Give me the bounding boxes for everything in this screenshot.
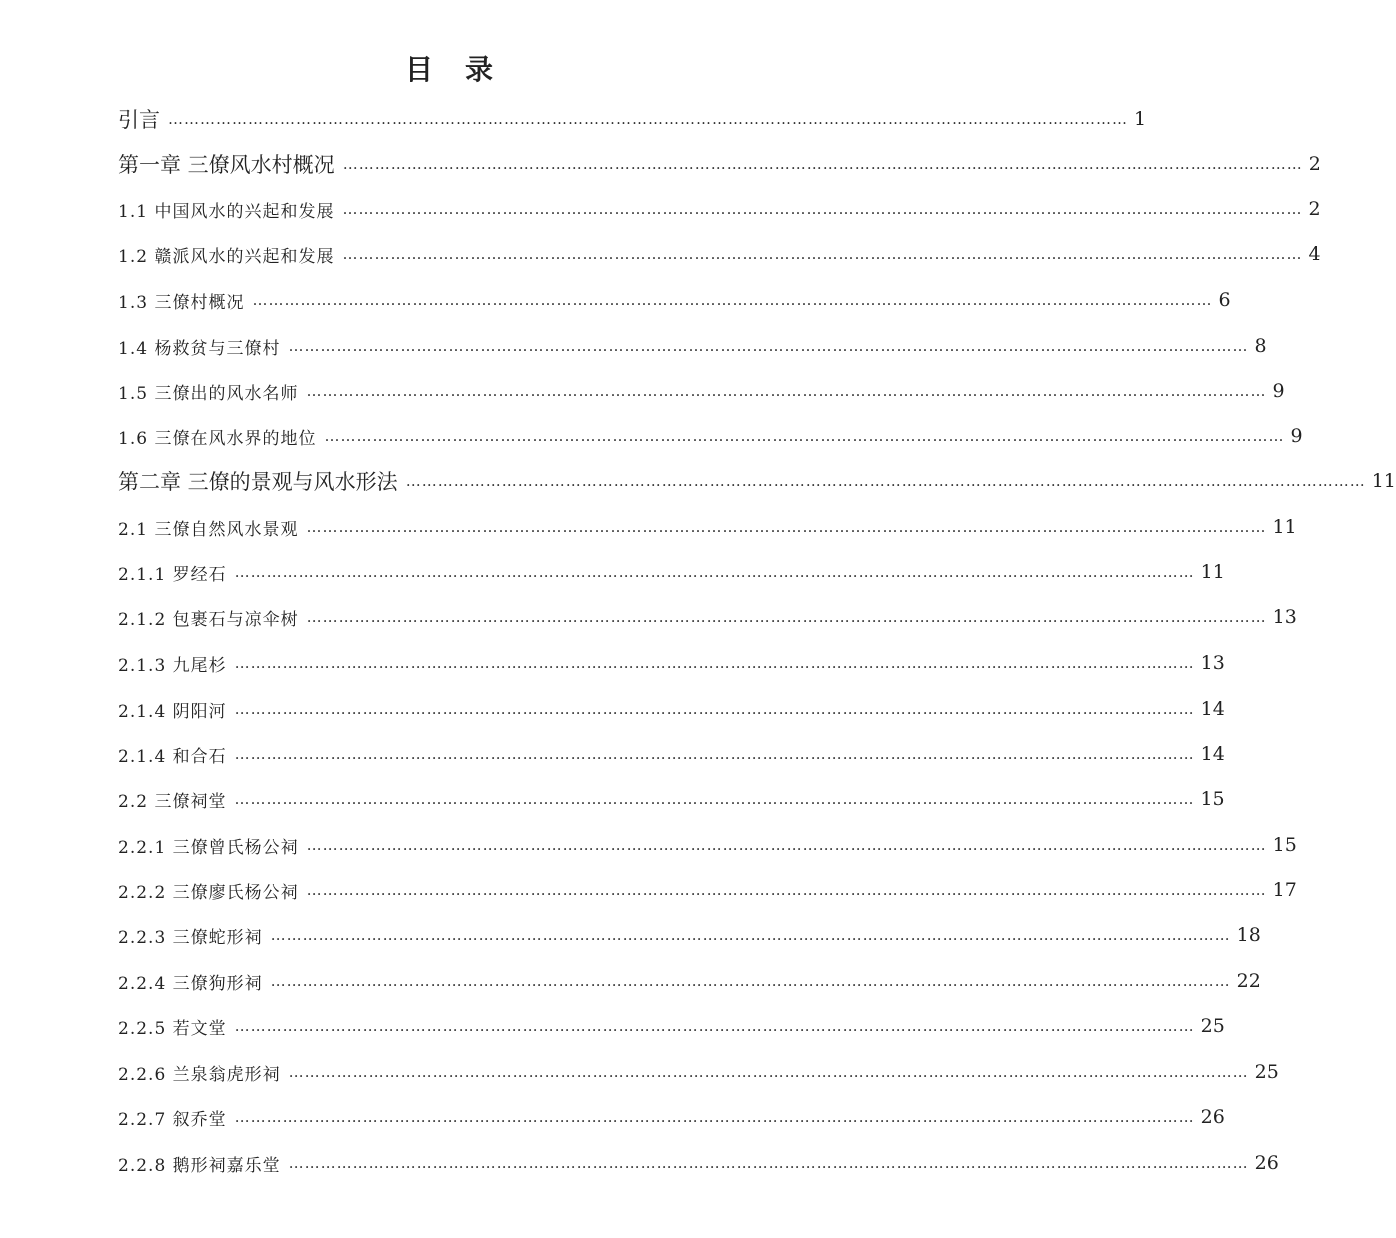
toc-entry bbox=[118, 1148, 1279, 1178]
toc-entry-label: 2.2.7 叙乔堂 bbox=[118, 1109, 227, 1130]
toc-entry-page: 26 bbox=[1200, 1106, 1225, 1128]
toc-entry bbox=[118, 1057, 1279, 1087]
toc-entry-page: 8 bbox=[1254, 335, 1267, 357]
toc-entry-page: 9 bbox=[1272, 380, 1285, 402]
toc-entry bbox=[118, 512, 1297, 542]
toc-entry-label: 第一章 三僚风水村概况 bbox=[118, 153, 335, 177]
toc-entry bbox=[118, 602, 1297, 632]
toc-entry-label: 2.2 三僚祠堂 bbox=[118, 791, 227, 812]
toc-entry-label: 2.1.2 包裹石与凉伞树 bbox=[118, 609, 299, 630]
toc-entry-page: 22 bbox=[1236, 970, 1261, 992]
toc-leader-dots: ……………………………………………………………………………………………………………………………………………………………… bbox=[306, 382, 1267, 400]
toc-entry-page: 13 bbox=[1200, 652, 1225, 674]
toc-entry-page: 26 bbox=[1254, 1152, 1279, 1174]
toc-entry-page: 13 bbox=[1272, 606, 1297, 628]
toc-leader-dots: ……………………………………………………………………………………………………………………………………………………………… bbox=[342, 200, 1303, 218]
toc-leader-dots: ……………………………………………………………………………………………………………………………………………………………… bbox=[288, 337, 1249, 355]
toc-leader-dots: ……………………………………………………………………………………………………………………………………………………………… bbox=[306, 836, 1267, 854]
toc-entry bbox=[118, 557, 1225, 587]
toc-entry bbox=[118, 875, 1297, 905]
toc-leader-dots: ……………………………………………………………………………………………………………………………………………………………… bbox=[270, 926, 1231, 944]
toc-entry-label: 1.5 三僚出的风水名师 bbox=[118, 383, 299, 404]
toc-leader-dots: ……………………………………………………………………………………………………………………………………………………………… bbox=[324, 427, 1285, 445]
toc-entry bbox=[118, 1102, 1225, 1132]
toc-entry-label: 引言 bbox=[118, 108, 160, 132]
toc-entry-page: 6 bbox=[1218, 289, 1231, 311]
toc-entry-page: 25 bbox=[1254, 1061, 1279, 1083]
toc-leader-dots: ……………………………………………………………………………………………………………………………………………………………… bbox=[342, 245, 1303, 263]
toc-leader-dots: ……………………………………………………………………………………………………………………………………………………………… bbox=[234, 563, 1195, 581]
toc-entry-label: 2.2.2 三僚廖氏杨公祠 bbox=[118, 882, 299, 903]
toc-leader-dots: ……………………………………………………………………………………………………………………………………………………………… bbox=[306, 881, 1267, 899]
toc-entry-page: 11 bbox=[1272, 516, 1297, 538]
toc-leader-dots: ……………………………………………………………………………………………………………………………………………………………… bbox=[342, 155, 1303, 173]
toc-entry-page: 4 bbox=[1308, 243, 1321, 265]
toc-entry-label: 1.3 三僚村概况 bbox=[118, 292, 245, 313]
toc-entry bbox=[118, 920, 1261, 950]
toc-entry-page: 15 bbox=[1272, 834, 1297, 856]
toc-entry-label: 2.1 三僚自然风水景观 bbox=[118, 519, 299, 540]
toc-entry-page: 14 bbox=[1200, 698, 1225, 720]
toc-leader-dots: ……………………………………………………………………………………………………………………………………………………………… bbox=[168, 110, 1128, 128]
toc-entry-label: 2.1.4 和合石 bbox=[118, 746, 227, 767]
toc-entry-label: 1.2 赣派风水的兴起和发展 bbox=[118, 246, 335, 267]
toc-leader-dots: ……………………………………………………………………………………………………………………………………………………………… bbox=[234, 1017, 1195, 1035]
toc-entry-label: 2.2.5 若文堂 bbox=[118, 1018, 227, 1039]
toc-entry bbox=[118, 784, 1225, 814]
toc-entry-label: 2.2.4 三僚狗形祠 bbox=[118, 973, 263, 994]
toc-leader-dots: ……………………………………………………………………………………………………………………………………………………………… bbox=[234, 1108, 1195, 1126]
toc-entry-page: 2 bbox=[1308, 153, 1321, 175]
toc-entry-label: 2.1.3 九尾杉 bbox=[118, 655, 227, 676]
toc-leader-dots: ……………………………………………………………………………………………………………………………………………………………… bbox=[234, 700, 1195, 718]
toc-entry-label: 2.1.1 罗经石 bbox=[118, 564, 227, 585]
toc-entry-label: 2.2.6 兰泉翁虎形祠 bbox=[118, 1064, 281, 1085]
toc-entry-page: 18 bbox=[1236, 924, 1261, 946]
toc-entry bbox=[118, 648, 1225, 678]
toc-entry bbox=[118, 830, 1297, 860]
toc-entry-page: 11 bbox=[1200, 561, 1225, 583]
toc-leader-dots: ……………………………………………………………………………………………………………………………………………………………… bbox=[234, 790, 1195, 808]
toc-entry bbox=[118, 104, 1147, 134]
toc-leader-dots: ……………………………………………………………………………………………………………………………………………………………… bbox=[288, 1154, 1249, 1172]
toc-heading: 目 录 bbox=[404, 53, 495, 86]
toc-entry-page: 17 bbox=[1272, 879, 1297, 901]
toc-entry bbox=[118, 466, 1396, 496]
toc-entry bbox=[118, 239, 1321, 269]
toc-entry bbox=[118, 285, 1231, 315]
toc-entry-page: 1 bbox=[1134, 108, 1147, 130]
toc-entry bbox=[118, 149, 1321, 179]
toc-entry-label: 2.1.4 阴阳河 bbox=[118, 701, 227, 722]
toc-leader-dots: ……………………………………………………………………………………………………………………………………………………………… bbox=[288, 1063, 1249, 1081]
toc-entry-page: 25 bbox=[1200, 1015, 1225, 1037]
toc-leader-dots: ……………………………………………………………………………………………………………………………………………………………… bbox=[270, 972, 1231, 990]
toc-entry-label: 1.1 中国风水的兴起和发展 bbox=[118, 201, 335, 222]
toc-entry-page: 14 bbox=[1200, 743, 1225, 765]
toc-entry bbox=[118, 421, 1303, 451]
toc-entry bbox=[118, 694, 1225, 724]
toc-entry-label: 第二章 三僚的景观与风水形法 bbox=[118, 470, 398, 494]
toc-entry-page: 11 bbox=[1371, 470, 1396, 492]
toc-entry bbox=[118, 1011, 1225, 1041]
toc-leader-dots: ……………………………………………………………………………………………………………………………………………………………… bbox=[306, 608, 1267, 626]
toc-leader-dots: ……………………………………………………………………………………………………………………………………………………………… bbox=[405, 472, 1366, 490]
toc-entry-page: 15 bbox=[1200, 788, 1225, 810]
toc-entry-label: 1.6 三僚在风水界的地位 bbox=[118, 428, 317, 449]
toc-entry bbox=[118, 739, 1225, 769]
toc-entry-label: 2.2.8 鹅形祠嘉乐堂 bbox=[118, 1155, 281, 1176]
toc-entry-label: 1.4 杨救贫与三僚村 bbox=[118, 338, 281, 359]
toc-leader-dots: ……………………………………………………………………………………………………………………………………………………………… bbox=[234, 654, 1195, 672]
toc-entry-label: 2.2.3 三僚蛇形祠 bbox=[118, 927, 263, 948]
toc-leader-dots: ……………………………………………………………………………………………………………………………………………………………… bbox=[252, 291, 1213, 309]
toc-entry bbox=[118, 966, 1261, 996]
toc-entry-label: 2.2.1 三僚曾氏杨公祠 bbox=[118, 837, 299, 858]
toc-leader-dots: ……………………………………………………………………………………………………………………………………………………………… bbox=[306, 518, 1267, 536]
toc-entry bbox=[118, 194, 1321, 224]
toc-entry bbox=[118, 376, 1285, 406]
toc-entry bbox=[118, 331, 1267, 361]
toc-entry-page: 9 bbox=[1290, 425, 1303, 447]
toc-leader-dots: ……………………………………………………………………………………………………………………………………………………………… bbox=[234, 745, 1195, 763]
toc-entry-page: 2 bbox=[1308, 198, 1321, 220]
